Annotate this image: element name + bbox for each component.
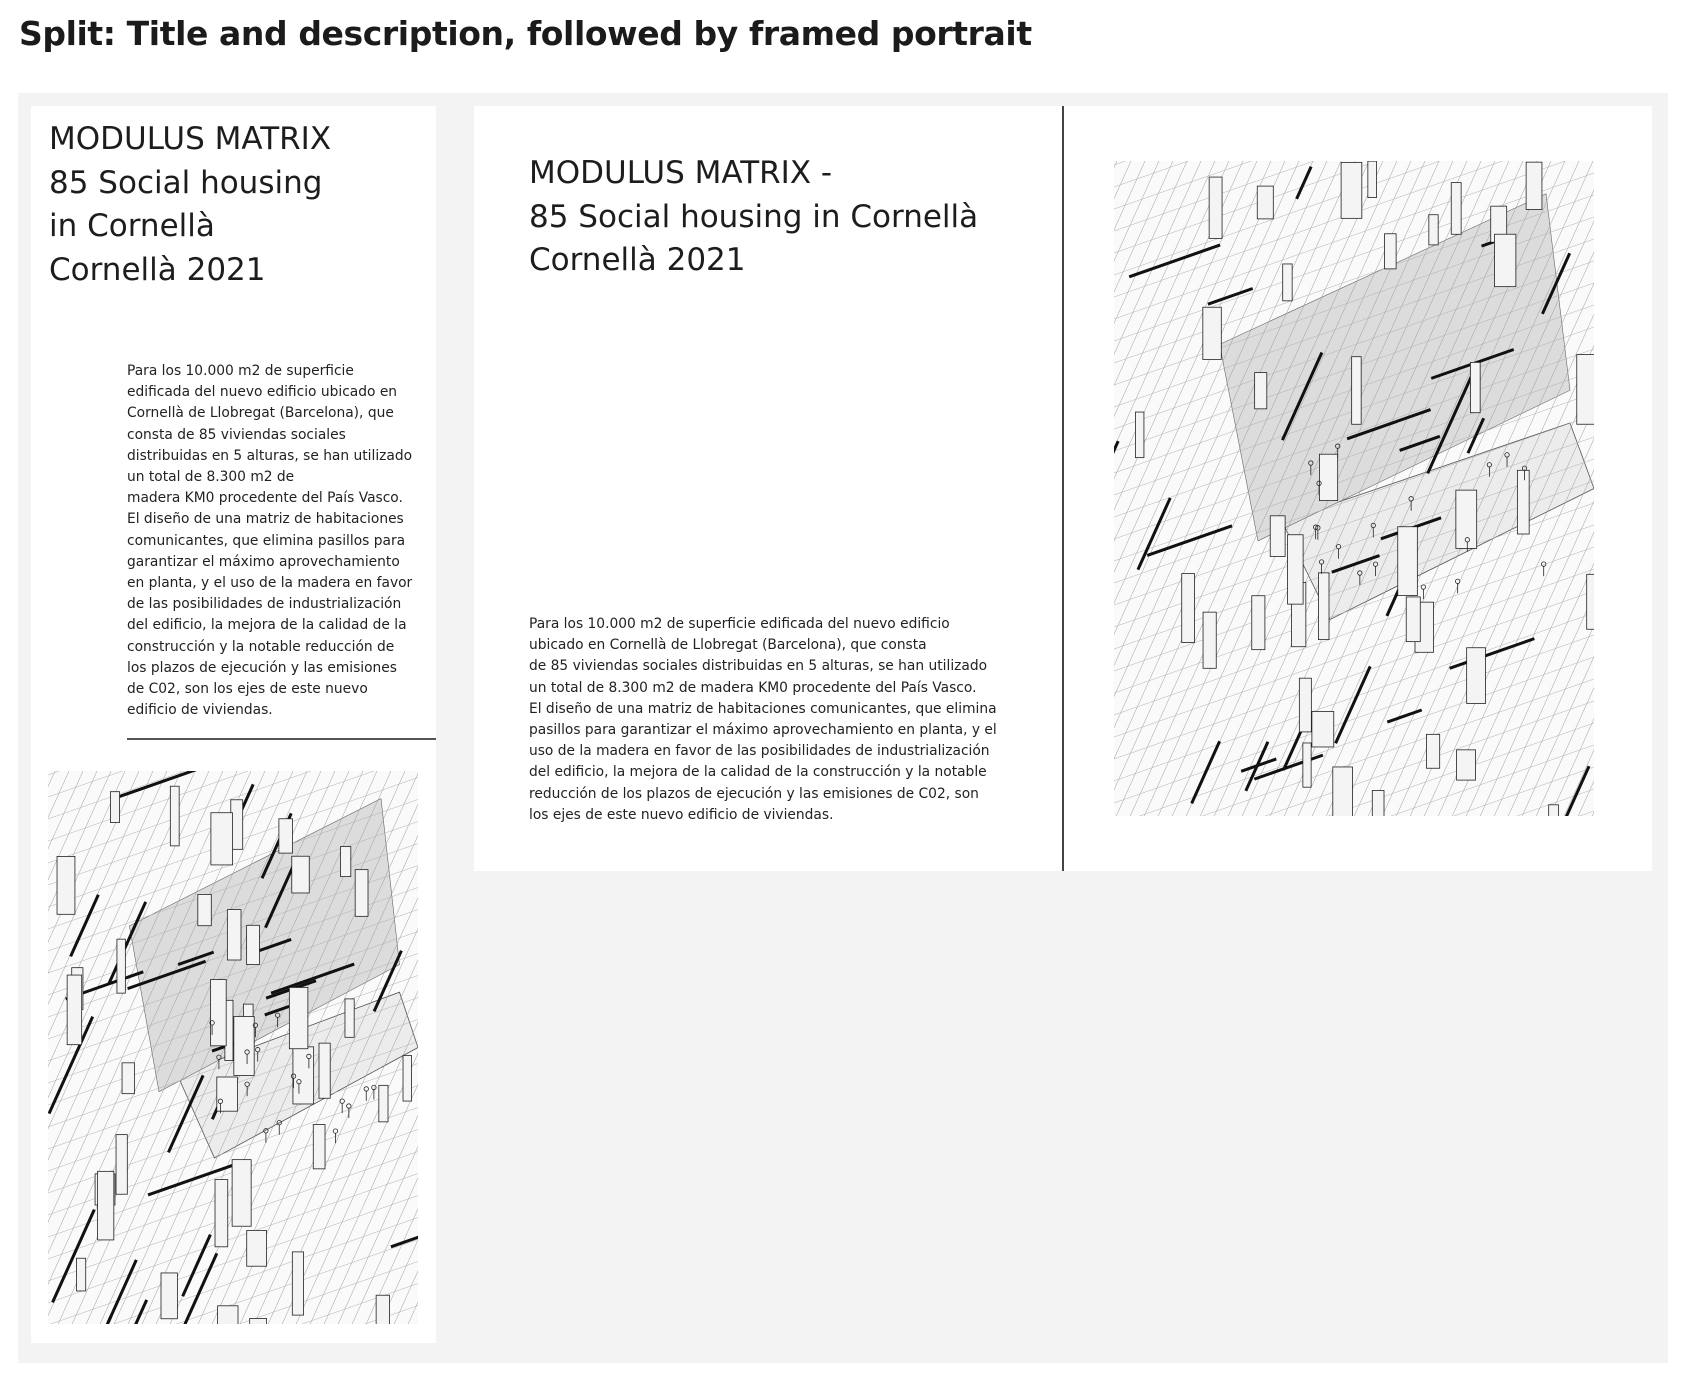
vertical-divider <box>1062 106 1064 871</box>
project-title <box>49 118 331 292</box>
page-heading: Split: Title and description, followed by framed portrait <box>19 14 1032 53</box>
project-title-line: MODULUS MATRIX - <box>529 155 833 191</box>
project-title-line: Cornellà 2021 <box>529 242 746 278</box>
layout-card-wide <box>474 106 1652 871</box>
project-description: Para los 10.000 m2 de superficie edificada del nuevo edificio ubicado en Cornellà de Llobregat (Barcelona), que consta de 85 viviendas sociales distribuidas en 5 alturas, se han utilizado un total de 8.300 m2 de madera KM0 procedente del País Vasco. El diseño de una matriz de habitaciones comunicantes, que elimina pasillos para garantizar el máximo aprovechamiento en planta, y el uso de la madera en favor de las posibilidades de industrialización del edificio, la mejora de la calidad de la construcción y la notable reducción de los plazos de ejecución y las emisiones de C02, son los ejes de este nuevo edificio de viviendas. <box>529 616 997 823</box>
axonometric-portrait-image <box>1114 161 1594 816</box>
project-description: Para los 10.000 m2 de superficie edificada del nuevo edificio ubicado en Cornellà de Llobregat (Barcelona), que consta de 85 viviendas sociales distribuidas en 5 alturas, se han utilizado un total de 8.300 m2 de madera KM0 procedente del País Vasco. El diseño de una matriz de habitaciones comunicantes, que elimina pasillos para garantizar el máximo aprovechamiento en planta, y el uso de la madera en favor de las posibilidades de industrialización del edificio, la mejora de la calidad de la construcción y la notable reducción de los plazos de ejecución y las emisiones de C02, son los ejes de este nuevo edificio de viviendas. <box>127 363 413 719</box>
preview-canvas <box>18 93 1668 1363</box>
project-title-line: 85 Social housing in Cornellà <box>529 198 979 235</box>
layout-card-narrow <box>31 106 436 1343</box>
project-title-line: in Cornellà <box>49 208 215 244</box>
project-title <box>529 152 978 283</box>
project-title-line: Cornellà 2021 <box>49 251 266 288</box>
project-title-line: 85 Social housing <box>49 164 323 201</box>
divider <box>127 738 436 740</box>
project-title-line: MODULUS MATRIX <box>49 121 332 157</box>
axonometric-portrait-image <box>48 771 418 1324</box>
